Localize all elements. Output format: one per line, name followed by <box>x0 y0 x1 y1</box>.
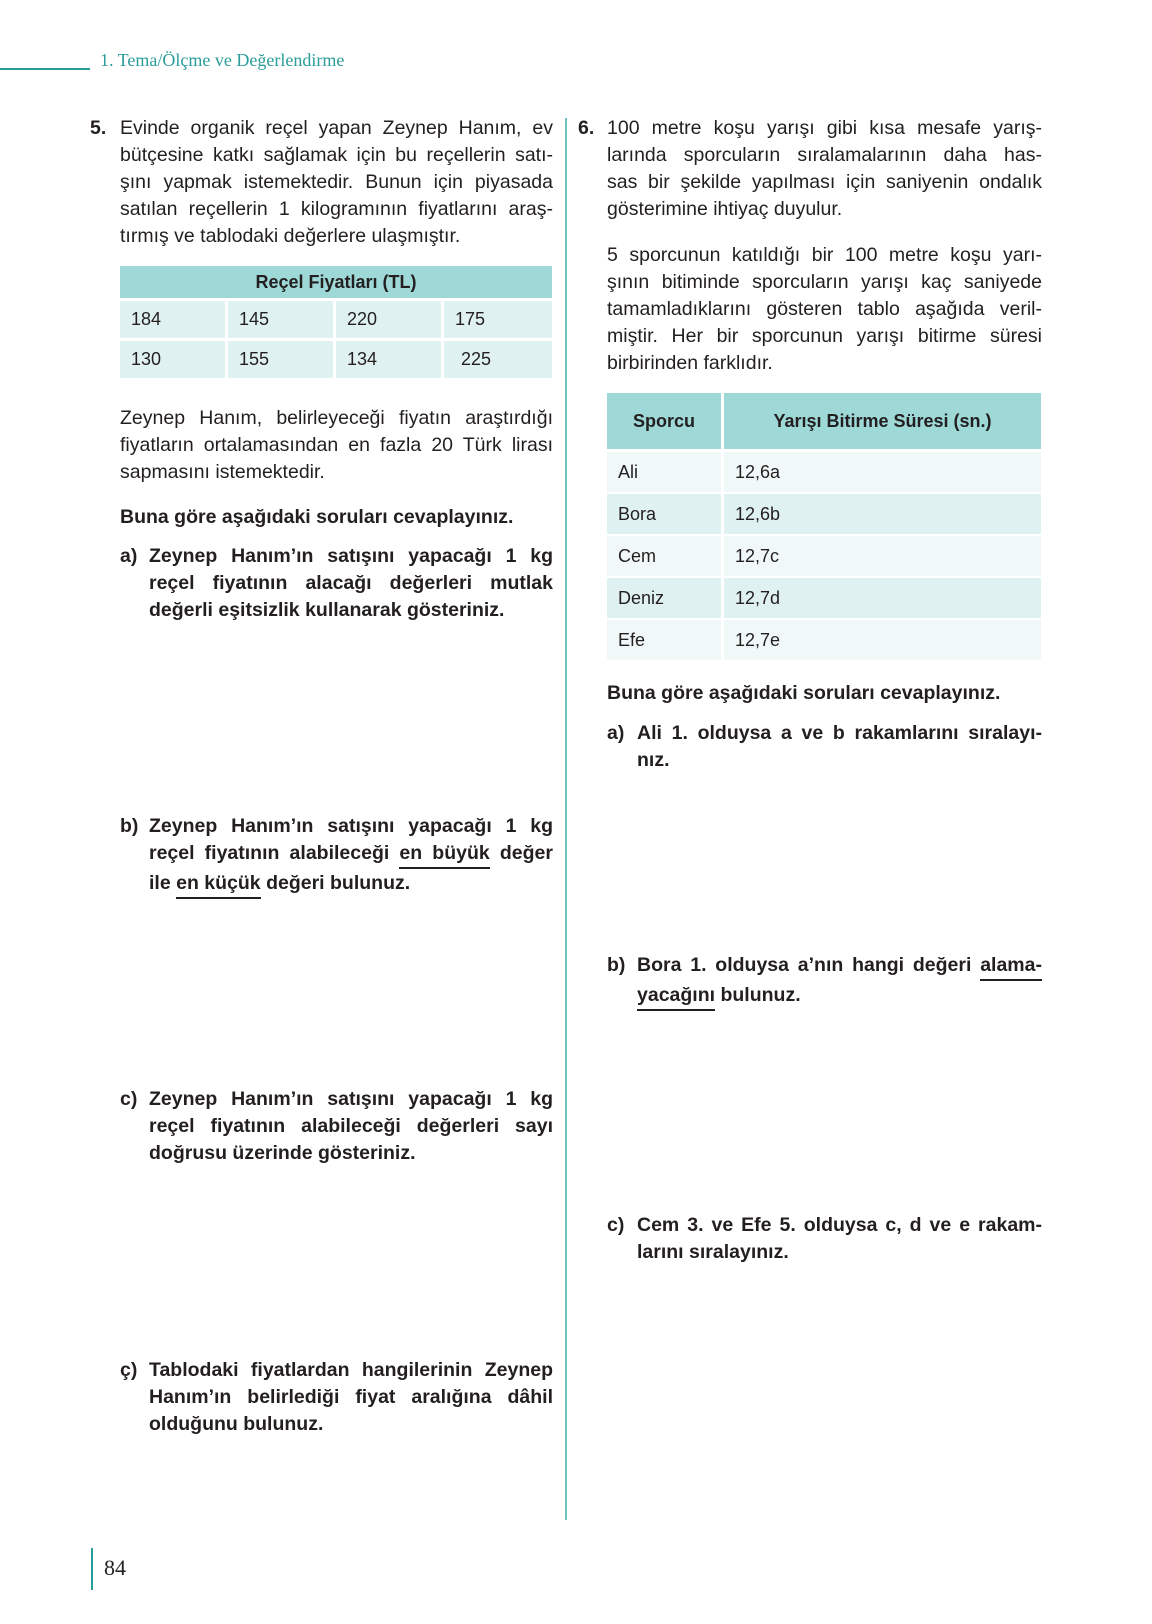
text-line: şının bitiminde sporcuların yarışı kaç saniyede <box>607 271 1042 293</box>
text-line: bütçesine katkı sağlamak için bu reçellerin satı- <box>120 144 553 166</box>
text-line: 5 sporcunun katıldığı bir 100 metre koşu yarı- <box>607 244 1042 266</box>
part-a-label: a) <box>120 545 138 567</box>
underlined-alama: alama- <box>980 954 1042 981</box>
question-5b-text <box>149 813 553 897</box>
question-5-prompt: Buna göre aşağıdaki soruları cevaplayınız. <box>120 506 514 528</box>
page-number: 84 <box>104 1555 126 1580</box>
table-row <box>120 301 552 341</box>
table-cell: 12,7d <box>724 578 1041 620</box>
part-b-label: b) <box>120 815 139 837</box>
table-cell: 12,7e <box>724 620 1041 662</box>
text-span: reçel fiyatının alabileceği <box>149 842 400 864</box>
table-row <box>607 494 1041 536</box>
text-line: olduğunu bulunuz. <box>149 1413 324 1435</box>
running-header: 1. Tema/Ölçme ve Değerlendirme <box>100 50 345 70</box>
text-line: miştir. Her bir sporcunun yarışı bitirme süresi <box>607 325 1042 347</box>
text-line <box>637 982 1042 1009</box>
table-cell: Deniz <box>607 578 724 620</box>
text-line: Cem 3. ve Efe 5. olduysa c, d ve e rakam- <box>637 1214 1042 1236</box>
column-header-time: Yarışı Bitirme Süresi (sn.) <box>724 393 1041 452</box>
text-line: Ali 1. olduysa a ve b rakamlarını sıralayı- <box>637 722 1042 744</box>
table-cell: 145 <box>228 301 336 341</box>
table-row <box>607 536 1041 578</box>
text-line: larında sporcuların sıralamalarının daha has- <box>607 144 1042 166</box>
text-line: Evinde organik reçel yapan Zeynep Hanım, ev <box>120 117 553 139</box>
text-line: birbirinden farklıdır. <box>607 352 773 374</box>
table-cell: 220 <box>336 301 444 341</box>
text-line: Hanım’ın belirlediği fiyat aralığına dâhil <box>149 1386 553 1408</box>
question-5cc-text <box>149 1357 553 1438</box>
text-line: Zeynep Hanım’ın satışını yapacağı 1 kg <box>149 545 553 567</box>
question-6-intro <box>607 115 1042 223</box>
text-line: sapmasını istemektedir. <box>120 461 325 483</box>
text-line: Zeynep Hanım, belirleyeceği fiyatın araştırdığı <box>120 407 553 429</box>
table-cell: 134 <box>336 341 444 381</box>
text-line <box>149 870 553 897</box>
text-line <box>149 840 553 870</box>
table-cell: 12,6a <box>724 452 1041 494</box>
text-span: Bora 1. olduysa a’nın hangi değeri <box>637 954 981 976</box>
table-row <box>607 578 1041 620</box>
text-line: nız. <box>637 749 670 771</box>
question-6-prompt: Buna göre aşağıdaki soruları cevaplayınız. <box>607 682 1001 704</box>
table-row <box>607 452 1041 494</box>
text-line: reçel fiyatının alabileceği değerleri sayı <box>149 1115 553 1137</box>
text-span: değeri bulunuz. <box>260 872 411 894</box>
column-header-athlete: Sporcu <box>607 393 724 452</box>
table-header-row <box>607 393 1041 452</box>
table-cell: 184 <box>120 301 228 341</box>
text-line: Tablodaki fiyatlardan hangilerinin Zeynep <box>149 1359 553 1381</box>
text-line <box>637 952 1042 982</box>
question-5a-text <box>149 543 553 624</box>
text-span: değer <box>489 842 553 864</box>
underlined-yacagini: yacağını <box>637 984 715 1011</box>
part-b-label: b) <box>607 954 626 976</box>
question-6-number: 6. <box>578 117 595 139</box>
text-line: fiyatların ortalamasından en fazla 20 Türk lirası <box>120 434 553 456</box>
table-cell: 12,6b <box>724 494 1041 536</box>
question-5-number: 5. <box>90 117 107 139</box>
text-line: reçel fiyatının alacağı değerleri mutlak <box>149 572 553 594</box>
text-line: gösterimine ihtiyaç duyulur. <box>607 198 843 220</box>
column-divider <box>565 118 567 1520</box>
text-line: Zeynep Hanım’ın satışını yapacağı 1 kg <box>149 815 553 837</box>
header-rule <box>0 68 90 70</box>
jam-prices-table <box>120 266 552 381</box>
underlined-en-kucuk: en küçük <box>176 872 261 899</box>
part-c-label: c) <box>120 1088 138 1110</box>
part-cc-label: ç) <box>120 1359 138 1381</box>
table-title: Reçel Fiyatları (TL) <box>120 266 552 301</box>
underlined-en-buyuk: en büyük <box>399 842 489 869</box>
text-span: ile <box>149 872 177 894</box>
table-cell: Bora <box>607 494 724 536</box>
question-6-paragraph <box>607 242 1042 377</box>
table-row <box>120 341 552 381</box>
race-times-table <box>607 393 1041 662</box>
text-line: 100 metre koşu yarışı gibi kısa mesafe yarış- <box>607 117 1042 139</box>
question-5-intro <box>120 115 553 250</box>
part-a-label: a) <box>607 722 625 744</box>
table-header-row <box>120 266 552 301</box>
text-line: larını sıralayınız. <box>637 1241 789 1263</box>
table-cell: 12,7c <box>724 536 1041 578</box>
question-6a-text <box>637 720 1042 774</box>
text-line: tamamladıklarını gösteren tablo aşağıda veril- <box>607 298 1042 320</box>
part-c-label: c) <box>607 1214 625 1236</box>
footer-rule <box>91 1548 93 1590</box>
text-line: değerli eşitsizlik kullanarak gösteriniz. <box>149 599 505 621</box>
text-line: sas bir şekilde yapılması için saniyenin ondalık <box>607 171 1042 193</box>
text-line: satılan reçellerin 1 kilogramının fiyatlarını araş- <box>120 198 553 220</box>
text-line: Zeynep Hanım’ın satışını yapacağı 1 kg <box>149 1088 553 1110</box>
table-cell: 155 <box>228 341 336 381</box>
table-cell: Cem <box>607 536 724 578</box>
question-5c-text <box>149 1086 553 1167</box>
table-cell: 175 <box>444 301 552 341</box>
text-line: şını yapmak istemektedir. Bunun için piyasada <box>120 171 553 193</box>
question-5-paragraph <box>120 405 553 486</box>
text-line: tırmış ve tablodaki değerlere ulaşmıştır. <box>120 225 461 247</box>
table-cell: Ali <box>607 452 724 494</box>
table-cell: 225 <box>444 341 552 381</box>
question-6b-text <box>637 952 1042 1009</box>
table-cell: Efe <box>607 620 724 662</box>
question-6c-text <box>637 1212 1042 1266</box>
text-line: doğrusu üzerinde gösteriniz. <box>149 1142 416 1164</box>
text-span: bulunuz. <box>715 984 801 1006</box>
table-row <box>607 620 1041 662</box>
table-cell: 130 <box>120 341 228 381</box>
